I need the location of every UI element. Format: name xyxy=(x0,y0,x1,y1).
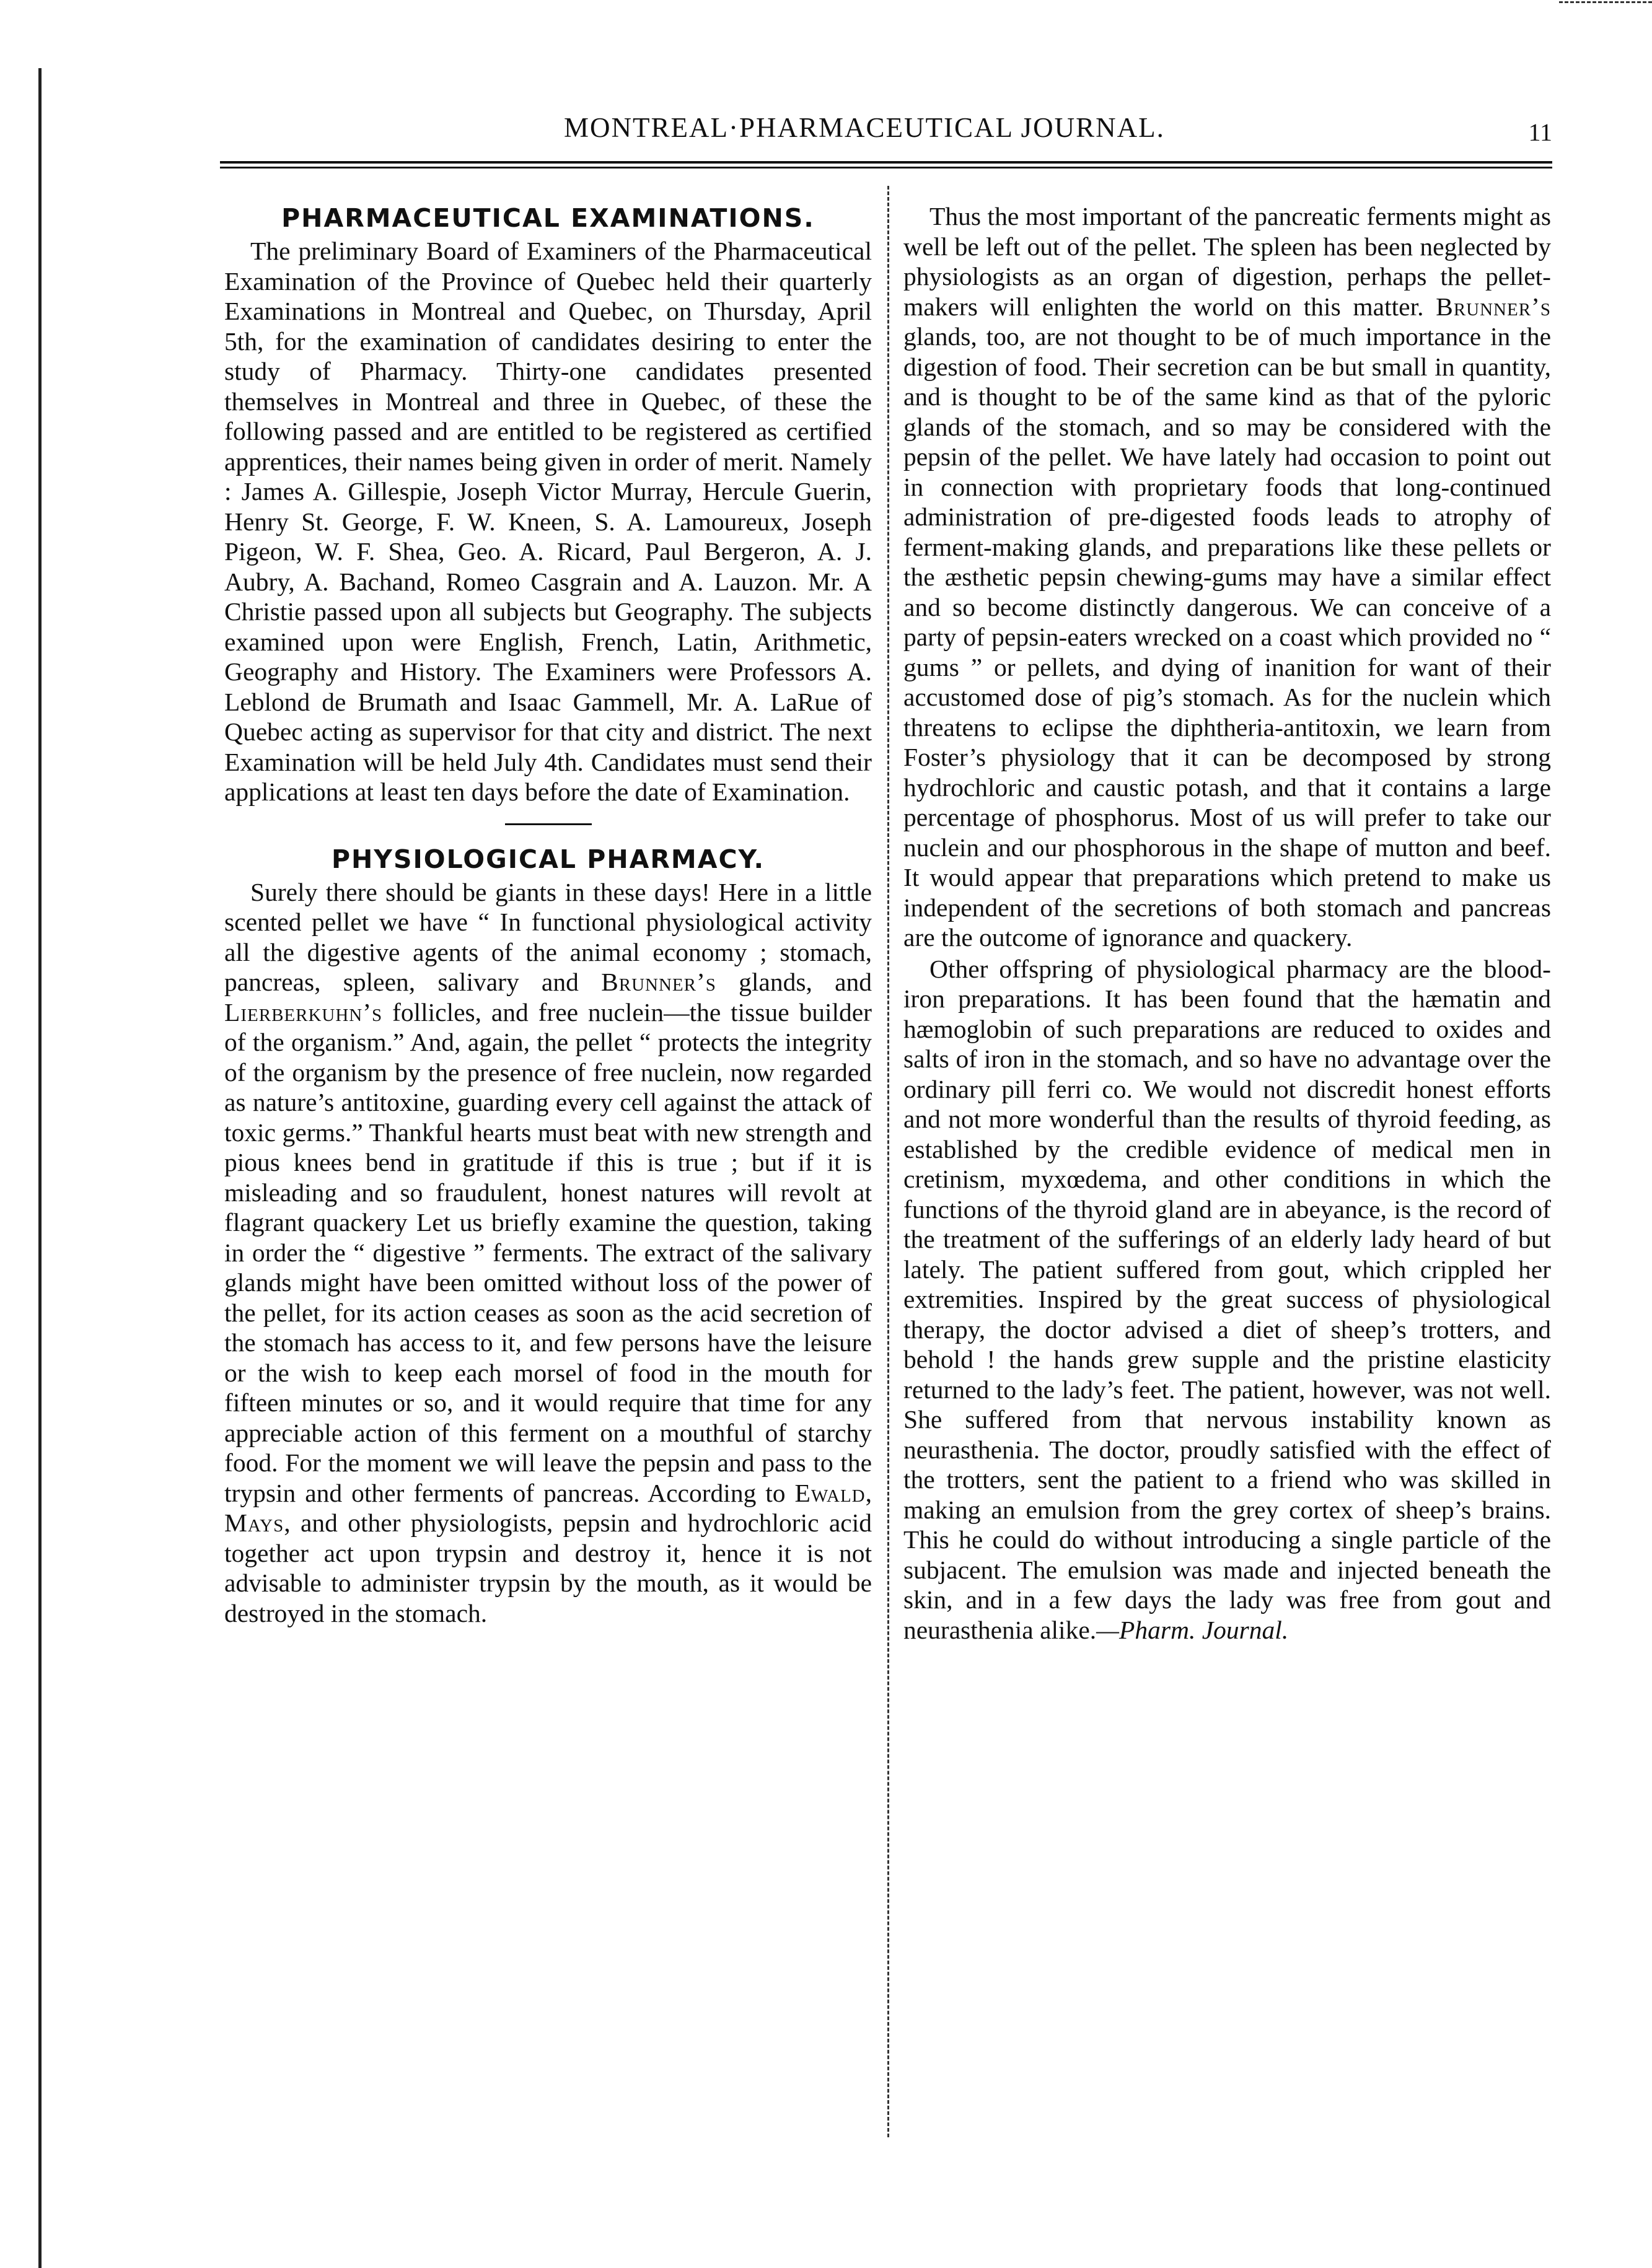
p1-text-a: Surely there should be giants in these days! Here in a little scented pellet we have “ In functional physiological activity all the digestive agents of the animal economy ; stomach, pancreas, spleen, salivary and xyxy=(224,877,872,996)
p2-text-a: Thus the most important of the pancreatic ferments might as well be left out of the pellet. The spleen has been neglected by physiologists as an organ of digestion, perhaps the pellet-makers will enlighten the world on this matter. xyxy=(903,202,1551,321)
physio-paragraph-1 xyxy=(224,877,872,1629)
p1-text-d: , xyxy=(865,1478,872,1507)
running-head: MONTREAL·PHARMACEUTICAL JOURNAL. xyxy=(564,112,1165,143)
p1-text-b: glands, and xyxy=(716,968,872,996)
left-column xyxy=(224,201,872,1628)
exam-heading: PHARMACEUTICAL EXAMINATIONS. xyxy=(281,203,815,233)
p2-name-brunner: Brunner’s xyxy=(1436,292,1551,321)
physio-heading: PHYSIOLOGICAL PHARMACY. xyxy=(331,844,765,874)
physio-paragraph-2 xyxy=(903,201,1551,953)
p2-text-b: glands, too, are not thought to be of much importance in the digestion of food. Their secretion can be but small in quantity, and is thought to be of the same kind as that of the pyloric glands of the stomach, and so may be considered with the pepsin of the pellet. We have lately had occasion to point out in connection with proprietary foods that long-continued administration of pre-digested foods leads to atrophy of ferment-making glands, and preparations like these pellets or the æsthetic pepsin chewing-gums may have a similar effect and so become distinctly dangerous. We can conceive of a party of pepsin-eaters wrecked on a coast which provided no “ gums ” or pellets, and dying of inanition for want of their accustomed dose of pig’s stomach. As for the nuclein which threatens to eclipse the diphtheria-antitoxin, we learn from Foster’s physiology that it can be decomposed by strong hydrochloric and caustic potash, and that it contains a large percentage of phosphorus. Most of us will prefer to take our nuclein and our phosphorous in the shape of mutton and beef. It would appear that preparations which pretend to make us independent of the secretions of both stomach and pancreas are the outcome of ignorance and quackery. xyxy=(903,322,1551,952)
exam-paragraph: The preliminary Board of Examiners of the Pharmaceutical Examination of the Province of Quebec held their quarterly Examinations in Montreal and Quebec, on Thursday, April 5th, for the examination of candidates desiring to enter the study of Pharmacy. Thirty-one candidates presented themselves in Montreal and three in Quebec, of these the following passed and are entitled to be registered as certified apprentices, their names being given in order of merit. Namely : James A. Gillespie, Joseph Victor Murray, Hercule Guerin, Henry St. George, F. W. Kneen, S. A. Lamoureux, Joseph Pigeon, W. F. Shea, Geo. A. Ricard, Paul Bergeron, A. J. Aubry, A. Bachand, Romeo Casgrain and A. Lauzon. Mr. A Christie passed upon all subjects but Geography. The subjects examined upon were English, French, Latin, Arithmetic, Geography and History. The Examiners were Professors A. Leblond de Brumath and Isaac Gammell, Mr. A. LaRue of Quebec acting as supervisor for that city and district. The next Examination will be held July 4th. Candidates must send their applications at least ten days before the date of Examination. xyxy=(224,237,872,806)
section-separator xyxy=(505,823,592,825)
p1-name-mays: Mays xyxy=(224,1508,284,1537)
p1-text-e: , and other physiologists, pepsin and hydrochloric acid together act upon trypsin and destroy it, hence it is not advisable to administer trypsin by the mouth, as it would be destroyed in the stomach. xyxy=(224,1508,872,1627)
column-divider xyxy=(887,186,889,2137)
page-number: 11 xyxy=(1528,118,1552,146)
header-double-rule xyxy=(220,161,1552,169)
p1-text-c: follicles, and free nuclein—the tissue builder of the organism.” And, again, the pellet “ protects the integrity of the organism by the presence of free nuclein, now regarded as nature’s antitoxine, guarding every cell against the attack of toxic germs.” Thankful hearts must beat with new strength and pious knees bend in gratitude if this is true ; but if it is misleading and so fraudulent, honest natures will revolt at flagrant quackery Let us briefly examine the question, taking in order the “ digestive ” ferments. The extract of the salivary glands might have been omitted without loss of the power of the pellet, for its action ceases as soon as the acid secretion of the stomach has access to it, and few persons have the leisure or the wish to keep each morsel of food in the mouth for fifteen minutes or so, and it would require that time for any appreciable action of this ferment on a mouthful of starchy food. For the moment we will leave the pepsin and pass to the trypsin and other ferments of pancreas. According to xyxy=(224,997,872,1507)
p1-name-ewald: Ewald xyxy=(794,1478,866,1507)
scan-edge-left xyxy=(38,68,42,2268)
p3-source: —Pharm. Journal. xyxy=(1096,1615,1289,1644)
page-header xyxy=(220,94,1552,153)
corner-mark xyxy=(1559,1,1652,5)
physio-paragraph-3 xyxy=(903,954,1551,1645)
right-column xyxy=(903,201,1551,1645)
p1-name-lierberkuhn: Lierberkuhn’s xyxy=(224,997,383,1027)
p3-text: Other offspring of physiological pharmacy are the blood-iron preparations. It has been found that the hæmatin and hæmoglobin of such preparations are reduced to oxides and salts of iron in the stomach, and so have no advantage over the ordinary pill ferri co. We would not discredit honest efforts and not more wonderful than the results of thyroid feeding, as established by the credible evidence of medical men in cretinism, myxœdema, and other conditions in which the functions of the thyroid gland are in abeyance, is the record of the treatment of the sufferings of an elderly lady heard of but lately. The patient suffered from gout, which crippled her extremities. Inspired by the great success of physiological therapy, the doctor advised a diet of sheep’s trotters, and behold ! the hands grew supple and the pristine elasticity returned to the lady’s feet. The patient, however, was not well. She suffered from that nervous instability known as neurasthenia. The doctor, proudly satisfied with the effect of the trotters, sent the patient to a friend who was skilled in making an emulsion from the grey cortex of sheep’s brains. This he could do without introducing a single particle of the subjacent. The emulsion was made and injected beneath the skin, and in a few days the lady was free from gout and neurasthenia alike. xyxy=(903,954,1551,1644)
p1-name-brunner: Brunner’s xyxy=(601,968,716,996)
